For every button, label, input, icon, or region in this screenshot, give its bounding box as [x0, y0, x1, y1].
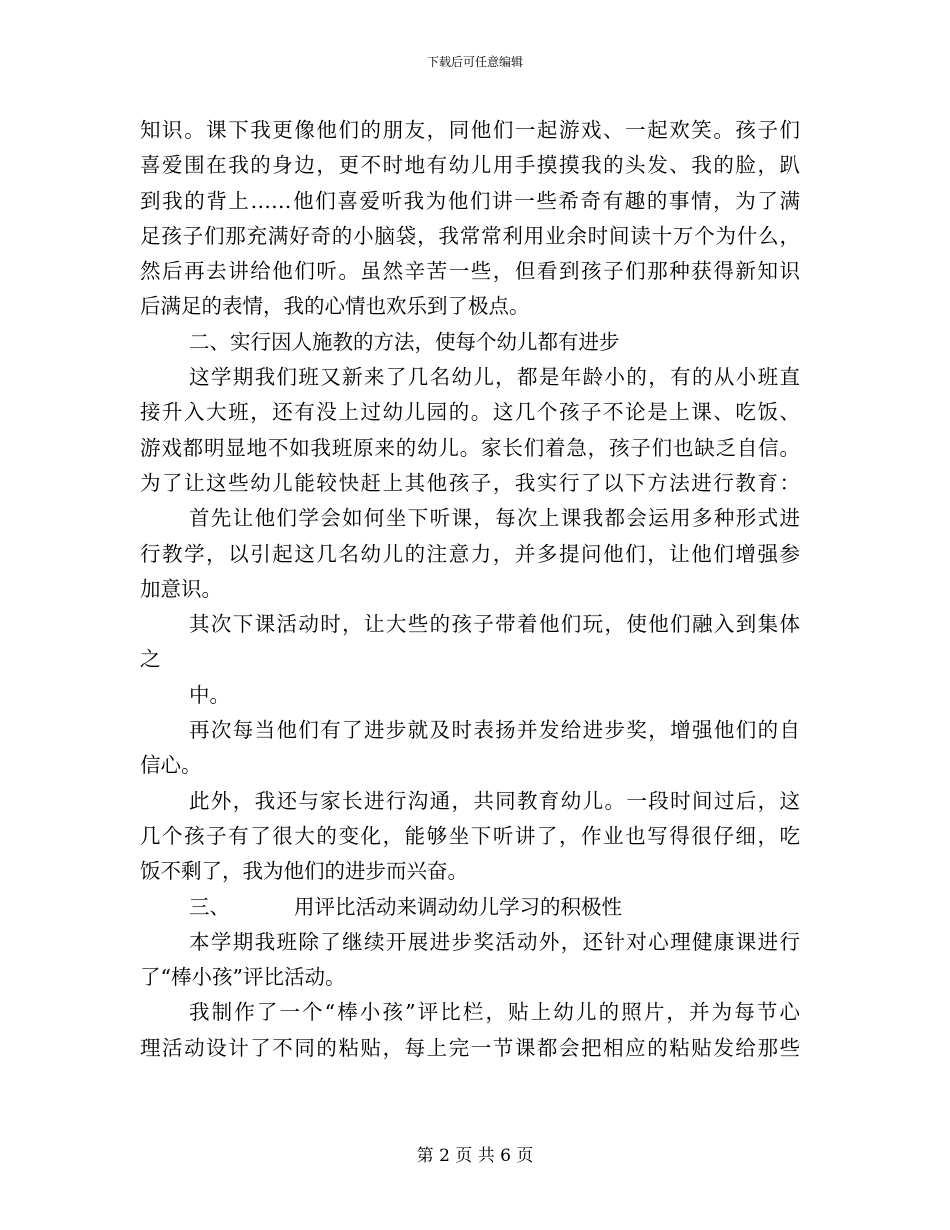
text-line: 理活动设计了不同的粘贴，每上完一节课都会把相应的粘贴发给那些 — [140, 1035, 800, 1060]
document-body — [140, 113, 800, 1066]
text-line: 我制作了一个“棒小孩”评比栏，贴上幼儿的照片，并为每节心 — [189, 1000, 800, 1025]
text-line: 之 — [140, 647, 161, 672]
text-line: 了“棒小孩”评比活动。 — [140, 965, 346, 990]
text-line: 然后再去讲给他们听。虽然辛苦一些，但看到孩子们那种获得新知识 — [140, 259, 800, 284]
text-line: 为了让这些幼儿能较快赶上其他孩子，我实行了以下方法进行教育： — [140, 470, 800, 495]
text-line: 饭不剩了，我为他们的进步而兴奋。 — [140, 859, 468, 884]
text-line: 加意识。 — [140, 576, 222, 601]
text-line: 喜爱围在我的身边，更不时地有幼儿用手摸摸我的头发、我的脸，趴 — [140, 153, 800, 178]
text-line: 行教学，以引起这几名幼儿的注意力，并多提问他们，让他们增强参 — [140, 541, 800, 566]
text-line: 知识。课下我更像他们的朋友，同他们一起游戏、一起欢笑。孩子们 — [140, 118, 800, 142]
text-line: 二、实行因人施教的方法，使每个幼儿都有进步 — [189, 329, 620, 354]
section-number: 三、 — [189, 894, 230, 919]
text-line: 信心。 — [140, 753, 202, 778]
text-line: 首先让他们学会如何坐下听课，每次上课我都会运用多种形式进 — [189, 506, 800, 531]
text-line: 其次下课活动时，让大些的孩子带着他们玩，使他们融入到集体 — [189, 612, 800, 637]
text-line: 再次每当他们有了进步就及时表扬并发给进步奖，增强他们的自 — [189, 718, 800, 743]
text-line: 足孩子们那充满好奇的小脑袋，我常常利用业余时间读十万个为什么， — [140, 223, 800, 248]
text-line: 后满足的表情，我的心情也欢乐到了极点。 — [140, 294, 530, 319]
text-line: 接升入大班，还有没上过幼儿园的。这几个孩子不论是上课、吃饭、 — [140, 400, 800, 425]
text-line: 游戏都明显地不如我班原来的幼儿。家长们着急，孩子们也缺乏自信。 — [140, 435, 800, 460]
text-line: 本学期我班除了继续开展进步奖活动外，还针对心理健康课进行 — [189, 929, 800, 954]
text-line: 几个孩子有了很大的变化，能够坐下听讲了，作业也写得很仔细，吃 — [140, 823, 800, 848]
text-line: 到我的背上……他们喜爱听我为他们讲一些希奇有趣的事情，为了满 — [140, 188, 800, 213]
text-line: 中。 — [189, 682, 230, 707]
section-heading-text: 用评比活动来调动幼儿学习的积极性 — [294, 894, 622, 919]
text-line: 此外，我还与家长进行沟通，共同教育幼儿。一段时间过后，这 — [189, 788, 800, 813]
page-number: 第 2 页 共 6 页 — [416, 1146, 534, 1166]
text-line — [140, 890, 800, 925]
text-line: 这学期我们班又新来了几名幼儿，都是年龄小的，有的从小班直 — [189, 365, 800, 390]
page-header: 下载后可任意编辑 — [426, 55, 523, 69]
